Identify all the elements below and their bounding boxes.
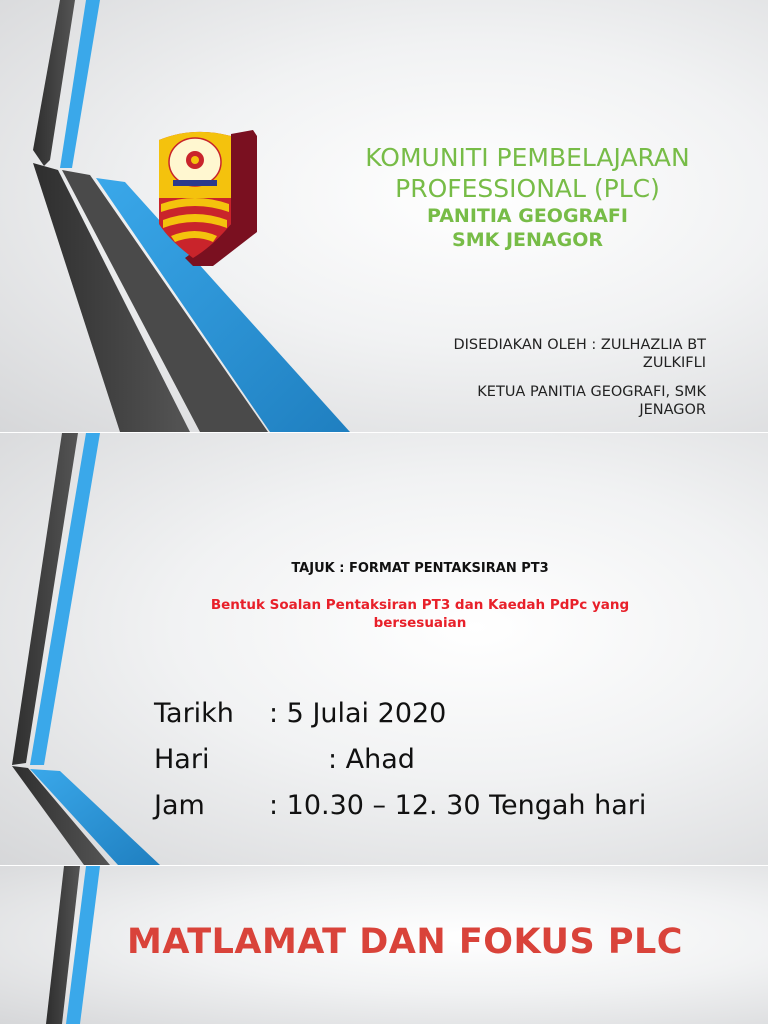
slide-meeting-info bbox=[0, 433, 768, 865]
prepared-by bbox=[396, 336, 706, 372]
goals-title: MATLAMAT DAN FOKUS PLC bbox=[127, 922, 683, 962]
department-subtitle bbox=[300, 204, 755, 252]
presenter-role-line2: JENAGOR bbox=[639, 402, 706, 418]
plc-title bbox=[300, 142, 755, 204]
topic-subtitle-line1: Bentuk Soalan Pentaksiran PT3 dan Kaedah PdPc yang bbox=[210, 597, 630, 613]
department-subtitle-line1: PANITIA GEOGRAFI bbox=[427, 205, 628, 227]
department-subtitle-line2: SMK JENAGOR bbox=[452, 229, 603, 251]
date-label: Tarikh bbox=[154, 698, 234, 729]
topic-subtitle-line2: bersesuaian bbox=[373, 615, 467, 631]
prepared-by-line2: ZULKIFLI bbox=[642, 355, 706, 371]
plc-title-line1: KOMUNITI PEMBELAJARAN bbox=[365, 143, 690, 172]
day-value: : Ahad bbox=[328, 744, 415, 775]
topic-subtitle bbox=[160, 596, 680, 632]
date-value: : 5 Julai 2020 bbox=[269, 698, 447, 729]
presenter-role-line1: KETUA PANITIA GEOGRAFI, SMK bbox=[477, 384, 706, 400]
day-label: Hari bbox=[154, 744, 210, 775]
school-crest-logo bbox=[153, 128, 261, 268]
time-label: Jam bbox=[154, 790, 205, 821]
topic-heading: TAJUK : FORMAT PENTAKSIRAN PT3 bbox=[291, 561, 549, 576]
prepared-by-line1: DISEDIAKAN OLEH : ZULHAZLIA BT bbox=[453, 337, 706, 353]
presenter-role bbox=[396, 383, 706, 419]
time-value: : 10.30 – 12. 30 Tengah hari bbox=[269, 790, 647, 821]
plc-title-line2: PROFESSIONAL (PLC) bbox=[395, 174, 660, 203]
slide-goals bbox=[0, 866, 768, 1024]
slide-title bbox=[0, 0, 768, 432]
